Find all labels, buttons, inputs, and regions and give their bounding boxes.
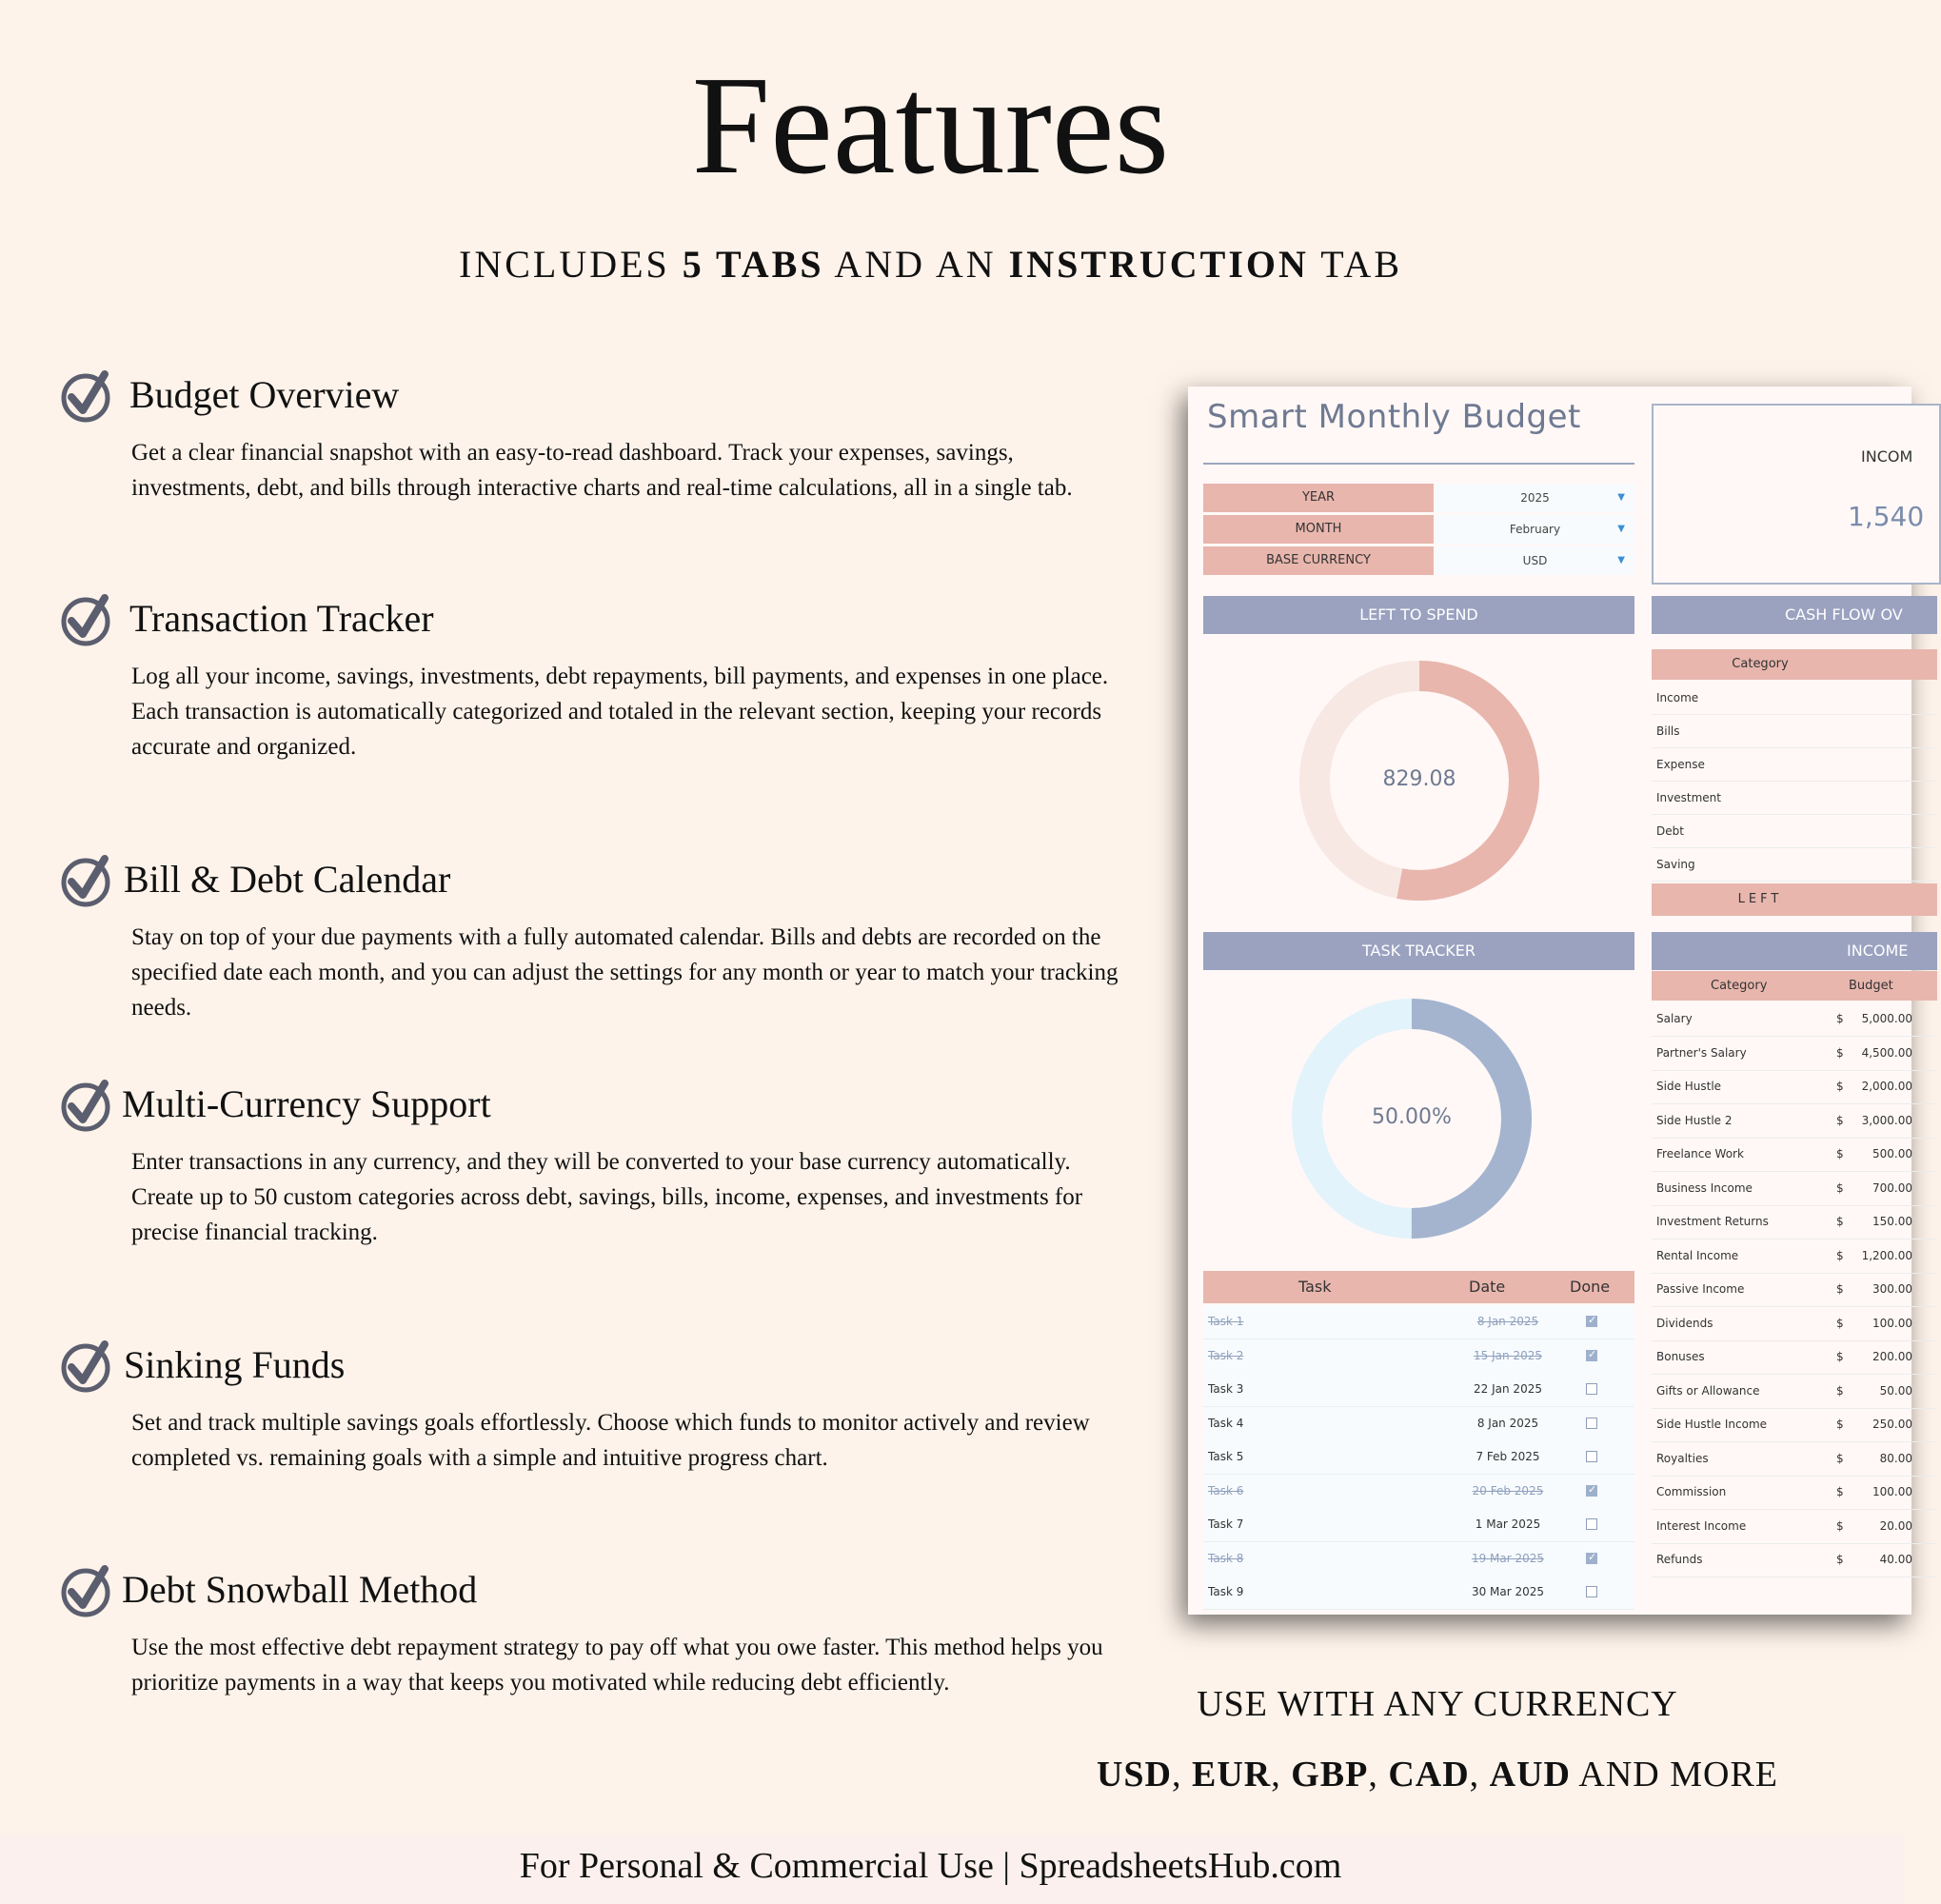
currency-symbol: $ <box>1836 1316 1844 1330</box>
income-budget-header: Budget <box>1849 979 1893 993</box>
income-category: Side Hustle 2 <box>1656 1113 1733 1127</box>
task-done-checkbox[interactable] <box>1586 1383 1597 1395</box>
currency-symbol: $ <box>1836 1383 1844 1398</box>
income-row <box>1652 1408 1937 1442</box>
year-select[interactable] <box>1436 484 1634 512</box>
param-year[interactable] <box>1203 484 1634 512</box>
task-name: Task 3 <box>1208 1382 1244 1396</box>
task-date: 8 Jan 2025 <box>1476 1416 1539 1430</box>
cash-flow-row: Debt <box>1652 815 1937 848</box>
feature-description: Get a clear financial snapshot with an easy-to-read dashboard. Track your expenses, savings, investments, debt, and bills through interactive charts and real-time calculations, all in a single tab. <box>131 440 1073 501</box>
task-name: Task 4 <box>1208 1416 1244 1430</box>
task-column-header: Task <box>1298 1278 1332 1296</box>
income-category: Rental Income <box>1656 1248 1739 1262</box>
income-budget: 40.00 <box>1879 1553 1912 1566</box>
feature-title: Debt Snowball Method <box>122 1568 478 1611</box>
income-category: Passive Income <box>1656 1282 1745 1296</box>
cash-flow-row: Income <box>1652 682 1937 715</box>
income-category: Partner's Salary <box>1656 1045 1747 1060</box>
income-category: Dividends <box>1656 1316 1713 1330</box>
param-value: USD <box>1522 554 1548 567</box>
currency-symbol: $ <box>1836 1350 1844 1363</box>
cash-flow-header: CASH FLOW OV <box>1652 596 1937 634</box>
currency-symbol: $ <box>1836 1451 1844 1465</box>
task-row <box>1203 1339 1634 1374</box>
income-row <box>1652 1205 1937 1240</box>
income-budget: 1,200.00 <box>1861 1248 1912 1262</box>
task-row <box>1203 1576 1634 1610</box>
income-category: Business Income <box>1656 1180 1753 1195</box>
income-budget: 200.00 <box>1872 1350 1912 1363</box>
checkmark-circle-icon <box>59 1339 114 1394</box>
feature-description: Stay on top of your due payments with a fully automated calendar. Bills and debts are recorded on the specified date each month, and you can adjust the settings for any month or year to match your tracking needs. <box>131 924 1119 1021</box>
feature-description: Log all your income, savings, investments, debt repayments, bill payments, and expenses in one place. Each transaction is automatically categorized and totaled in the relevant section, keeping your records accurate and organized. <box>131 664 1109 760</box>
income-row <box>1652 1002 1937 1037</box>
feature-description: Enter transactions in any currency, and they will be converted to your base currency automatically. Create up to 50 custom categories across debt, savings, bills, income, expenses, and investments for precise financial tracking. <box>131 1149 1083 1245</box>
income-category: Gifts or Allowance <box>1656 1383 1760 1398</box>
currency-symbol: $ <box>1836 1180 1844 1195</box>
dropdown-arrow-icon[interactable]: ▼ <box>1617 524 1625 534</box>
task-row <box>1203 1475 1634 1509</box>
param-label: BASE CURRENCY <box>1203 546 1434 575</box>
task-done-checkbox[interactable] <box>1586 1451 1597 1462</box>
income-category: Freelance Work <box>1656 1147 1744 1160</box>
task-row <box>1203 1440 1634 1475</box>
task-name: Task 2 <box>1208 1348 1244 1362</box>
dropdown-arrow-icon[interactable]: ▼ <box>1617 555 1625 565</box>
task-date: 1 Mar 2025 <box>1475 1517 1541 1531</box>
income-row <box>1652 1138 1937 1172</box>
task-done-checkbox[interactable] <box>1586 1485 1597 1497</box>
feature-description: Use the most effective debt repayment strategy to pay off what you owe faster. This method helps you prioritize payments in a way that keeps you motivated while reducing debt efficiently. <box>131 1635 1103 1696</box>
task-name: Task 7 <box>1208 1517 1244 1531</box>
income-category: Side Hustle <box>1656 1080 1722 1093</box>
footer-text: For Personal & Commercial Use | SpreadsheetsHub.com <box>519 1846 1342 1886</box>
task-done-checkbox[interactable] <box>1586 1418 1597 1429</box>
cash-flow-row: Investment <box>1652 782 1937 815</box>
currency-symbol: $ <box>1836 1113 1844 1127</box>
left-to-spend-value: 829.08 <box>1382 767 1456 791</box>
param-label: YEAR <box>1203 484 1434 512</box>
income-budget: 700.00 <box>1872 1180 1912 1195</box>
income-budget: 100.00 <box>1872 1316 1912 1330</box>
left-to-spend-header: LEFT TO SPEND <box>1203 596 1634 634</box>
done-column-header: Done <box>1570 1278 1611 1296</box>
cash-flow-category-header: Category <box>1652 649 1937 680</box>
task-done-checkbox[interactable] <box>1586 1518 1597 1530</box>
income-budget: 80.00 <box>1879 1451 1912 1465</box>
income-row <box>1652 1307 1937 1341</box>
page-subtitle <box>0 240 1861 289</box>
spreadsheet-preview <box>1188 387 1925 1615</box>
income-row <box>1652 1037 1937 1071</box>
currency-symbol: $ <box>1836 1215 1844 1228</box>
income-row <box>1652 1375 1937 1409</box>
income-row <box>1652 1273 1937 1307</box>
income-category: Interest Income <box>1656 1518 1747 1533</box>
task-tracker-value: 50.00% <box>1372 1105 1452 1129</box>
footer <box>0 1835 1904 1904</box>
feature-description: Set and track multiple savings goals effortlessly. Choose which funds to monitor actively and review completed vs. remaining goals with a simple and intuitive progress chart. <box>131 1410 1090 1471</box>
currency-code: CAD <box>1388 1755 1470 1795</box>
task-row <box>1203 1508 1634 1542</box>
income-summary-box <box>1652 404 1941 585</box>
currency-symbol: $ <box>1836 1080 1844 1093</box>
income-budget: 4,500.00 <box>1861 1045 1912 1060</box>
currency-code: GBP <box>1291 1755 1369 1795</box>
checkmark-circle-icon <box>59 1078 114 1133</box>
income-row <box>1652 1240 1937 1274</box>
task-name: Task 9 <box>1208 1585 1244 1598</box>
currency-symbol: $ <box>1836 1045 1844 1060</box>
income-summary-label: INCOM <box>1861 447 1913 466</box>
task-done-checkbox[interactable] <box>1586 1316 1597 1327</box>
income-row <box>1652 1543 1937 1577</box>
currency-select[interactable] <box>1436 546 1634 575</box>
feature-title: Multi-Currency Support <box>122 1082 491 1125</box>
income-budget: 250.00 <box>1872 1418 1912 1431</box>
checkmark-circle-icon <box>59 1563 114 1618</box>
currency-symbol: $ <box>1836 1147 1844 1160</box>
cash-flow-row: Expense <box>1652 748 1937 782</box>
task-date: 20 Feb 2025 <box>1472 1483 1544 1497</box>
income-table-header: INCOME <box>1652 932 1937 970</box>
income-budget: 20.00 <box>1879 1518 1912 1533</box>
cash-flow-left-footer: LEFT <box>1652 883 1937 916</box>
checkmark-circle-icon <box>59 368 114 424</box>
currency-symbol: $ <box>1836 1485 1844 1498</box>
income-category: Commission <box>1656 1485 1727 1498</box>
cash-flow-row: Saving <box>1652 848 1937 882</box>
task-tracker-header: TASK TRACKER <box>1203 932 1634 970</box>
currency-list: USD, EUR, GBP, CAD, AUD AND MORE <box>1096 1755 1779 1795</box>
income-summary-value: 1,540 <box>1848 501 1925 532</box>
income-row <box>1652 1510 1937 1544</box>
task-row <box>1203 1305 1634 1339</box>
month-select[interactable] <box>1436 515 1634 544</box>
income-budget: 300.00 <box>1872 1282 1912 1296</box>
task-row <box>1203 1542 1634 1577</box>
feature-title: Budget Overview <box>129 373 400 416</box>
subtitle-bold-instruction: INSTRUCTION <box>1008 243 1309 286</box>
task-date: 19 Mar 2025 <box>1471 1551 1545 1565</box>
task-done-checkbox[interactable] <box>1586 1586 1597 1597</box>
title-divider <box>1203 463 1634 465</box>
subtitle-text: INCLUDES <box>459 243 683 286</box>
task-name: Task 1 <box>1208 1315 1244 1328</box>
task-done-checkbox[interactable] <box>1586 1350 1597 1361</box>
income-budget: 3,000.00 <box>1861 1113 1912 1127</box>
income-budget: 150.00 <box>1872 1215 1912 1228</box>
currency-tagline: USE WITH ANY CURRENCY <box>1197 1684 1678 1724</box>
subtitle-bold-tabs: 5 TABS <box>682 243 824 286</box>
income-row <box>1652 1340 1937 1375</box>
income-category: Side Hustle Income <box>1656 1418 1768 1431</box>
income-budget: 100.00 <box>1872 1485 1912 1498</box>
task-date: 15 Jan 2025 <box>1474 1348 1542 1362</box>
task-name: Task 8 <box>1208 1551 1244 1565</box>
feature-title: Sinking Funds <box>124 1343 346 1386</box>
param-label: MONTH <box>1203 515 1434 544</box>
income-category: Refunds <box>1656 1553 1703 1566</box>
income-row <box>1652 1172 1937 1206</box>
task-date: 7 Feb 2025 <box>1476 1450 1540 1463</box>
currency-symbol: $ <box>1836 1553 1844 1566</box>
income-row <box>1652 1476 1937 1510</box>
income-row <box>1652 1104 1937 1139</box>
currency-code: AUD <box>1489 1755 1571 1795</box>
subtitle-text: TAB <box>1308 243 1402 286</box>
currency-symbol: $ <box>1836 1282 1844 1296</box>
income-row <box>1652 1070 1937 1104</box>
page-title: Features <box>691 48 1170 204</box>
feature-title: Transaction Tracker <box>129 597 434 640</box>
task-date: 8 Jan 2025 <box>1476 1315 1539 1328</box>
income-category: Bonuses <box>1656 1350 1705 1363</box>
param-month[interactable] <box>1203 515 1634 544</box>
task-name: Task 5 <box>1208 1450 1244 1463</box>
task-row <box>1203 1373 1634 1407</box>
checkmark-circle-icon <box>59 592 114 647</box>
param-value: 2025 <box>1520 491 1550 505</box>
param-base-currency[interactable] <box>1203 546 1634 575</box>
currency-symbol: $ <box>1836 1248 1844 1262</box>
income-budget: 500.00 <box>1872 1147 1912 1160</box>
currency-symbol: $ <box>1836 1418 1844 1431</box>
task-done-checkbox[interactable] <box>1586 1553 1597 1564</box>
income-budget: 50.00 <box>1879 1383 1912 1398</box>
subtitle-text: AND AN <box>823 243 1009 286</box>
dropdown-arrow-icon[interactable]: ▼ <box>1617 492 1625 503</box>
feature-title: Bill & Debt Calendar <box>124 858 451 901</box>
income-budget: 2,000.00 <box>1861 1080 1912 1093</box>
date-column-header: Date <box>1469 1278 1506 1296</box>
task-name: Task 6 <box>1208 1483 1244 1497</box>
income-category: Salary <box>1656 1012 1693 1025</box>
checkmark-circle-icon <box>59 853 114 908</box>
task-row <box>1203 1407 1634 1441</box>
currency-symbol: $ <box>1836 1012 1844 1025</box>
currency-symbol: $ <box>1836 1518 1844 1533</box>
sheet-title: Smart Monthly Budget <box>1207 398 1581 436</box>
task-date: 30 Mar 2025 <box>1471 1585 1545 1598</box>
param-value: February <box>1509 523 1561 536</box>
cash-flow-row: Bills <box>1652 715 1937 748</box>
currency-suffix: AND MORE <box>1571 1755 1779 1795</box>
income-row <box>1652 1442 1937 1477</box>
task-date: 22 Jan 2025 <box>1474 1382 1542 1396</box>
income-budget: 5,000.00 <box>1861 1012 1912 1025</box>
currency-code: USD <box>1096 1755 1172 1795</box>
income-category-header: Category <box>1711 979 1768 993</box>
income-column-headers <box>1652 971 1937 1001</box>
income-category: Investment Returns <box>1656 1215 1769 1228</box>
task-table-header <box>1203 1271 1634 1303</box>
currency-code: EUR <box>1191 1755 1272 1795</box>
income-category: Royalties <box>1656 1451 1709 1465</box>
